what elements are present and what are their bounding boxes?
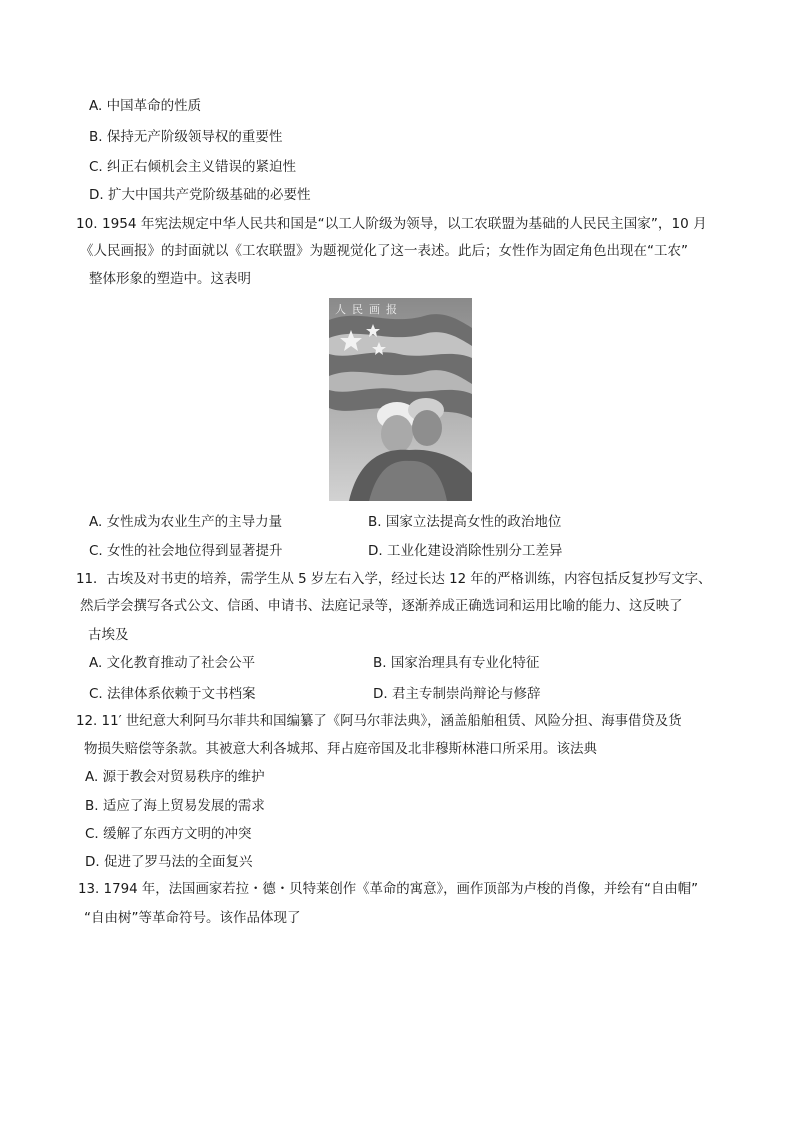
q11-stem-line-3: 古埃及 — [88, 627, 129, 643]
q10-stem-line-2: 《人民画报》的封面就以《工农联盟》为题视觉化了这一表述。此后；女性作为固定角色出现在“工农” — [80, 243, 688, 259]
q9-option-c: C. 纠正右倾机会主义错误的紧迫性 — [89, 159, 297, 175]
q9-option-a: A. 中国革命的性质 — [89, 98, 202, 114]
q9-option-d: D. 扩大中国共产党阶级基础的必要性 — [89, 187, 311, 203]
q12-stem-line-1: 12. 11′ 世纪意大利阿马尔菲共和国编纂了《阿马尔菲法典》，涵盖船舶租赁、风险分担、海事借贷及货 — [76, 714, 682, 729]
q11-option-b: B. 国家治理具有专业化特征 — [373, 655, 540, 671]
q13-stem-line-2: “自由树”等革命符号。该作品体现了 — [84, 910, 301, 926]
q10-stem-line-3: 整体形象的塑造中。这表明 — [89, 271, 251, 287]
q12-option-b: B. 适应了海上贸易发展的需求 — [85, 798, 265, 814]
q12-option-a: A. 源于教会对贸易秩序的维护 — [85, 769, 265, 785]
q12-option-d: D. 促进了罗马法的全面复兴 — [85, 854, 253, 870]
q11-option-a: A. 文化教育推动了社会公平 — [89, 655, 256, 671]
q9-option-b: B. 保持无产阶级领导权的重要性 — [89, 129, 283, 145]
q10-option-a: A. 女性成为农业生产的主导力量 — [89, 514, 283, 530]
q10-option-c: C. 女性的社会地位得到显著提升 — [89, 543, 283, 559]
q12-stem-line-2: 物损失赔偿等条款。其被意大利各城邦、拜占庭帝国及北非穆斯林港口所采用。该法典 — [84, 741, 597, 757]
workers-peasants-alliance-poster — [329, 298, 472, 501]
q11-stem-line-2: 然后学会撰写各式公文、信函、申请书、法庭记录等，逐渐养成正确选词和运用比喻的能力、这反映了 — [80, 599, 683, 614]
q10-stem-line-1: 10. 1954 年宪法规定中华人民共和国是“以工人阶级为领导，以工农联盟为基础的人民民主国家”，10 月 — [76, 216, 707, 232]
poster-image — [329, 298, 472, 501]
q11-option-d: D. 君主专制崇尚辩论与修辞 — [373, 686, 541, 702]
q11-option-c: C. 法律体系依赖于文书档案 — [89, 686, 256, 702]
poster-masthead: 人民画报 — [335, 303, 403, 316]
q10-option-d: D. 工业化建设消除性别分工差异 — [368, 543, 563, 559]
q13-stem-line-1: 13. 1794 年，法国画家若拉・德・贝特莱创作《革命的寓意》，画作顶部为卢梭的肖像，并绘有“自由帽” — [78, 882, 699, 897]
q11-stem-line-1: 11．古埃及对书吏的培养，需学生从 5 岁左右入学，经过长达 12 年的严格训练，内容包括反复抄写文字、 — [76, 572, 712, 587]
q12-option-c: C. 缓解了东西方文明的冲突 — [85, 826, 252, 842]
q10-option-b: B. 国家立法提高女性的政治地位 — [368, 514, 562, 530]
